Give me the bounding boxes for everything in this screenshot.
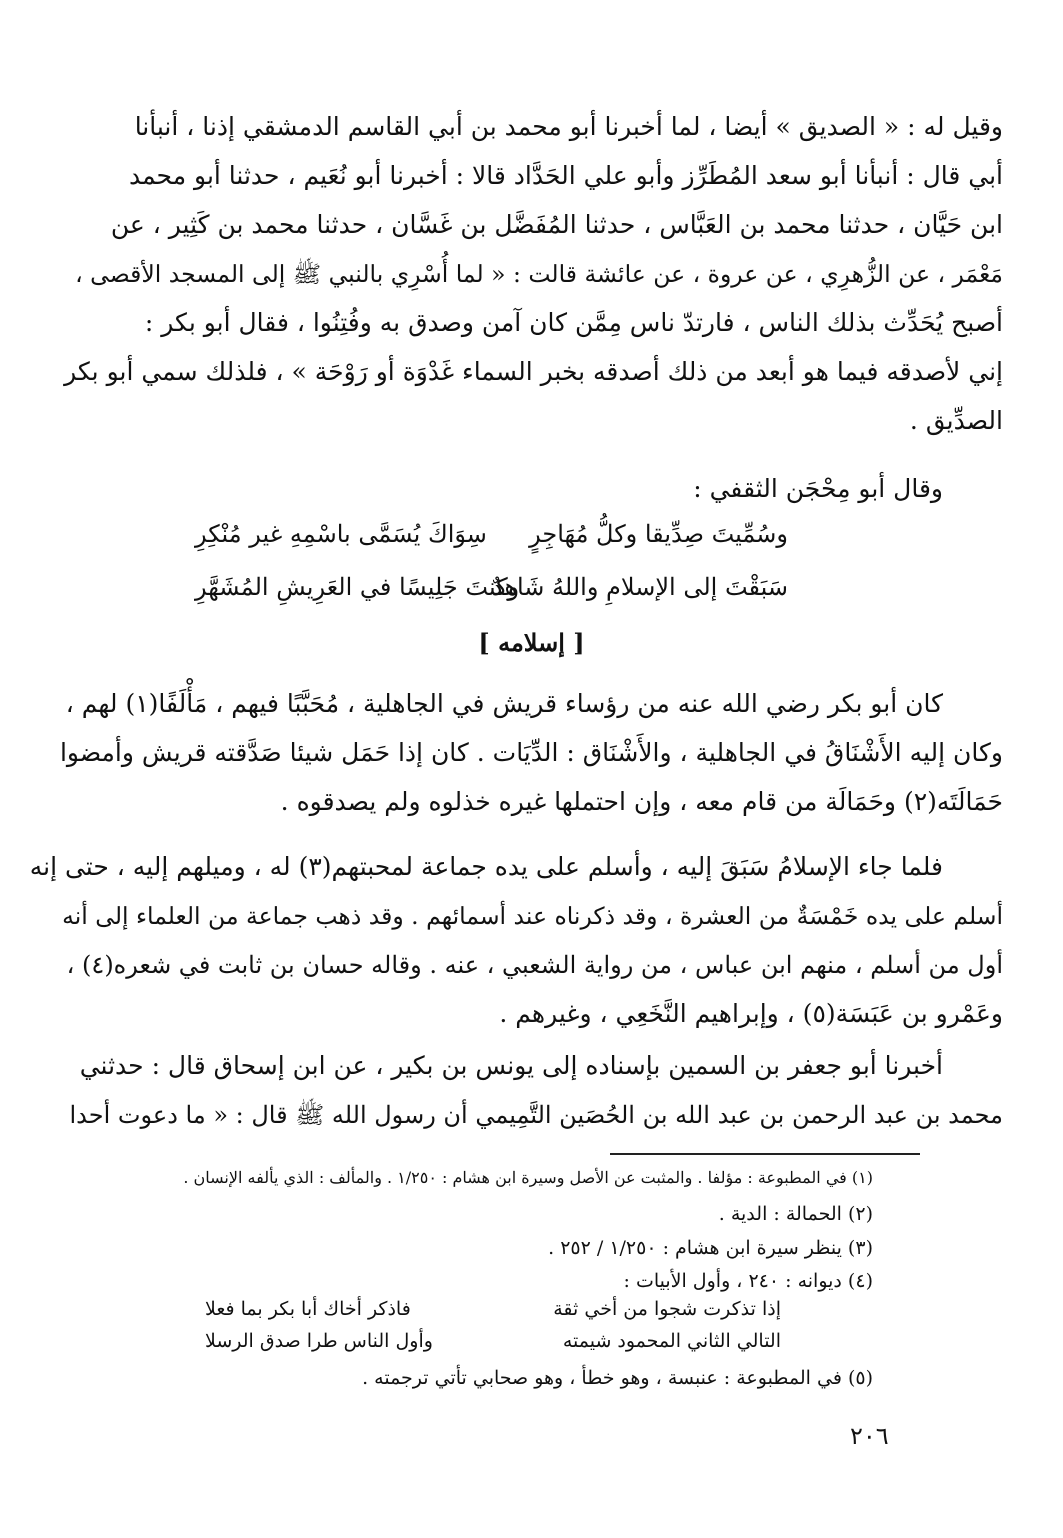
text-line: أخبرنا أبو جعفر بن السمين بإسناده إلى يونس بن بكير ، عن ابن إسحاق قال : حدثني xyxy=(79,1051,943,1080)
footnote-verse: التالي الثاني المحمود شيمته xyxy=(562,1330,781,1352)
text-line: أول من أسلم ، منهم ابن عباس ، من رواية الشعبي ، عنه . وقاله حسان بن ثابت في شعره(٤) ، xyxy=(66,951,1003,979)
text-line: وعَمْرو بن عَبَسَة(٥) ، وإبراهيم النَّخَعِي ، وغيرهم . xyxy=(499,999,1003,1028)
footnote: (٥) في المطبوعة : عنبسة ، وهو خطأ ، وهو صحابي تأتي ترجمته . xyxy=(362,1367,873,1389)
text-line: أبي قال : أنبأنا أبو سعد المُطَرِّز وأبو علي الحَدَّاد قالا : أخبرنا أبو نُعَيم ، حدثنا أبو محمد xyxy=(128,161,1003,190)
text-line: ابن حَيَّان ، حدثنا محمد بن العَبَّاس ، حدثنا المُفَضَّل بن غَسَّان ، حدثنا محمد بن كَثِير ، عن xyxy=(110,210,1003,239)
footnote: (١) في المطبوعة : مؤلفا . والمثبت عن الأصل وسيرة ابن هشام : ١/٢٥٠ . والمألف : الذي يألفه الإنسان . xyxy=(183,1168,873,1187)
verse-hemistich-first: وسُمِّيتَ صِدِّيقا وكلُّ مُهَاجِرٍ xyxy=(529,520,788,548)
text-line: وقيل له : « الصديق » أيضا ، لما أخبرنا أبو محمد بن أبي القاسم الدمشقي إذنا ، أنبأنا xyxy=(134,112,1003,141)
section-heading: [ إسلامه ] xyxy=(478,628,585,657)
footnote: (٢) الحمالة : الدية . xyxy=(718,1203,873,1225)
verse-hemistich-first: سَبَقْتَ إلى الإسلامِ واللهُ شَاهِدٌ xyxy=(491,573,788,601)
verse-hemistich-second: سِوَاكَ يُسَمَّى باسْمِهِ غير مُنْكِرِ xyxy=(195,520,487,548)
text-line: كان أبو بكر رضي الله عنه من رؤساء قريش في الجاهلية ، مُحَبَّبًا فيهم ، مَأْلَفًا(١) لهم ، xyxy=(65,689,943,718)
footnote-verse: إذا تذكرت شجوا من أخي ثقة xyxy=(553,1298,781,1320)
footnote-verse: وأول الناس طرا صدق الرسلا xyxy=(205,1330,433,1352)
footnote-divider xyxy=(610,1153,920,1155)
page-number: ٢٠٦ xyxy=(850,1422,889,1450)
text-line: أسلم على يده خَمْسَةٌ من العشرة ، وقد ذكرناه عند أسمائهم . وقد ذهب جماعة من العلماء إلى أنه xyxy=(62,902,1003,930)
text-line: أصبح يُحَدِّث بذلك الناس ، فارتدّ ناس مِمَّن كان آمن وصدق به وفُتِنُوا ، فقال أبو بكر : xyxy=(144,308,1003,337)
footnote: (٤) ديوانه : ٢٤٠ ، وأول الأبيات : xyxy=(623,1270,873,1292)
text-line: محمد بن عبد الرحمن بن عبد الله بن الحُصَين التَّمِيمي أن رسول الله ﷺ قال : « ما دعوت أحدا xyxy=(69,1101,1003,1129)
verse-hemistich-second: وكنتَ جَلِيسًا في العَرِيشِ المُشَهَّرِ xyxy=(195,573,520,601)
text-line: فلما جاء الإسلامُ سَبَقَ إليه ، وأسلم على يده جماعة لمحبتهم(٣) له ، وميلهم إليه ، حتى إنه xyxy=(29,852,943,881)
footnote-verse: فاذكر أخاك أبا بكر بما فعلا xyxy=(205,1298,411,1320)
verse-intro: وقال أبو مِحْجَن الثقفي : xyxy=(693,474,943,503)
text-line: الصدِّيق . xyxy=(909,406,1003,435)
text-line: وكان إليه الأَشْنَاقُ في الجاهلية ، والأَشْنَاق : الدِّيَات . كان إذا حَمَل شيئا صَدَّقته قريش وأمضوا xyxy=(59,738,1003,767)
text-line: إني لأصدقه فيما هو أبعد من ذلك أصدقه بخبر السماء غَدْوَة أو رَوْحَة » ، فلذلك سمي أبو بكر xyxy=(64,357,1003,386)
text-line: حَمَالَتَه(٢) وحَمَالَة من قام معه ، وإن احتملها غيره خذلوه ولم يصدقوه . xyxy=(280,787,1003,816)
text-line: مَعْمَر ، عن الزُّهرِي ، عن عروة ، عن عائشة قالت : « لما أُسْرِي بالنبي ﷺ إلى المسجد الأقصى ، xyxy=(75,260,1003,288)
footnote: (٣) ينظر سيرة ابن هشام : ١/٢٥٠ / ٢٥٢ . xyxy=(548,1237,873,1259)
